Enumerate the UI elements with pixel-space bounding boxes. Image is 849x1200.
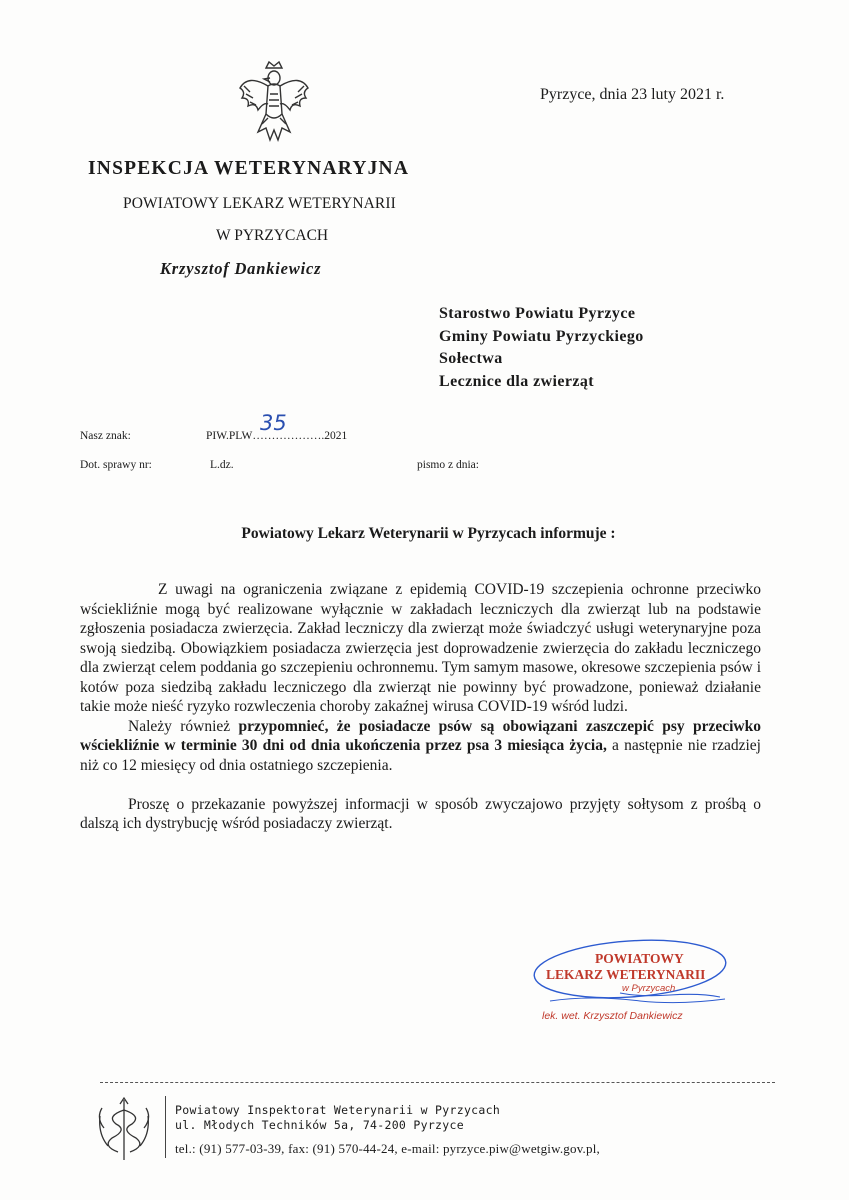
footer-contacts: tel.: (91) 577-03-39, fax: (91) 570-44-24, e-mail: pyrzyce.piw@wetgiw.gov.pl, — [175, 1141, 600, 1156]
our-ref-value: PIW.PLW……………….2021 — [206, 430, 348, 442]
officer-city: W PYRZYCACH — [216, 227, 329, 244]
footer-org: Powiatowy Inspektorat Weterynarii w Pyrzycach — [175, 1103, 501, 1117]
handwritten-ref-number: 35 — [260, 411, 287, 435]
stamp-signature: lek. wet. Krzysztof Dankiewicz — [542, 1010, 683, 1022]
recipients-block — [439, 303, 644, 393]
letter-date-label: pismo z dnia: — [417, 459, 479, 471]
official-stamp — [530, 935, 740, 1025]
stamp-line-1: POWIATOWY — [595, 951, 684, 966]
our-ref-label: Nasz znak: — [80, 430, 131, 442]
footer-rule — [100, 1082, 775, 1083]
officer-name: Krzysztof Dankiewicz — [160, 259, 322, 278]
para2-bold: przypomnieć, że posiadacze psów są obowiązani zaszczepić psy przeciwko wściekliźnie w terminie 30 dni od dnia ukończenia przez psa 3 miesiąca życia, — [80, 717, 761, 754]
eagle-emblem-icon — [236, 58, 312, 154]
footer-address: ul. Młodych Techników 5a, 74-200 Pyrzyce — [175, 1118, 464, 1132]
body-paragraph-1: Z uwagi na ograniczenia związane z epidemią COVID-19 szczepienia ochronne przeciwko wściekliźnie mogą być realizowane wyłącznie w zakładach leczniczych dla zwierząt lub na podstawie zgłoszenia posiadacza zwierzęcia. Zakład leczniczy dla zwierząt może świadczyć usługi weterynaryjne poza swoją siedzibą. Obowiązkiem posiadacza zwierzęcia jest doprowadzenie zwierzęcia do zakładu leczniczego dla zwierząt celem poddania go szczepieniu ochronnemu. Tym samym masowe, okresowe szczepienia psów i kotów poza siedzibą zakładu leczniczego dla zwierząt nie powinny być prowadzone, ponieważ działanie takie może nieść ryzyko rozwleczenia choroby zakaźnej wirusa COVID-19 wśród ludzi. — [80, 581, 761, 715]
case-ref-value: L.dz. — [210, 459, 234, 471]
body-paragraph-2 — [80, 717, 761, 776]
recipient-line: Starostwo Powiatu Pyrzyce — [439, 305, 636, 322]
recipient-line: Gminy Powiatu Pyrzyckiego — [439, 327, 644, 345]
officer-title: POWIATOWY LEKARZ WETERYNARII — [123, 195, 396, 212]
para2-suffix: a następnie nie rzadziej niż co 12 miesięcy od dnia ostatniego szczepienia. — [80, 737, 761, 774]
para2-prefix: Należy również — [128, 717, 239, 735]
stamp-line-2: LEKARZ WETERYNARII — [546, 967, 706, 982]
case-ref-label: Dot. sprawy nr: — [80, 459, 152, 471]
body-paragraph-3: Proszę o przekazanie powyższej informacji w sposób zwyczajowo przyjęty sołtysom z prośbą o dalszą ich dystrybucję wśród posiadaczy zwierząt. — [80, 795, 761, 832]
footer-divider — [165, 1096, 166, 1158]
recipient-line: Sołectwa — [439, 350, 503, 367]
recipient-line: Lecznice dla zwierząt — [439, 372, 595, 390]
footer-contact-block — [175, 1103, 600, 1156]
notice-heading: Powiatowy Lekarz Weterynarii w Pyrzycach informuje : — [241, 525, 616, 542]
letter-body — [80, 580, 761, 834]
place-date: Pyrzyce, dnia 23 luty 2021 r. — [540, 86, 725, 103]
caduceus-icon — [94, 1094, 154, 1164]
stamp-line-3: w Pyrzycach — [622, 983, 676, 994]
inspection-title: INSPEKCJA WETERYNARYJNA — [88, 158, 410, 179]
